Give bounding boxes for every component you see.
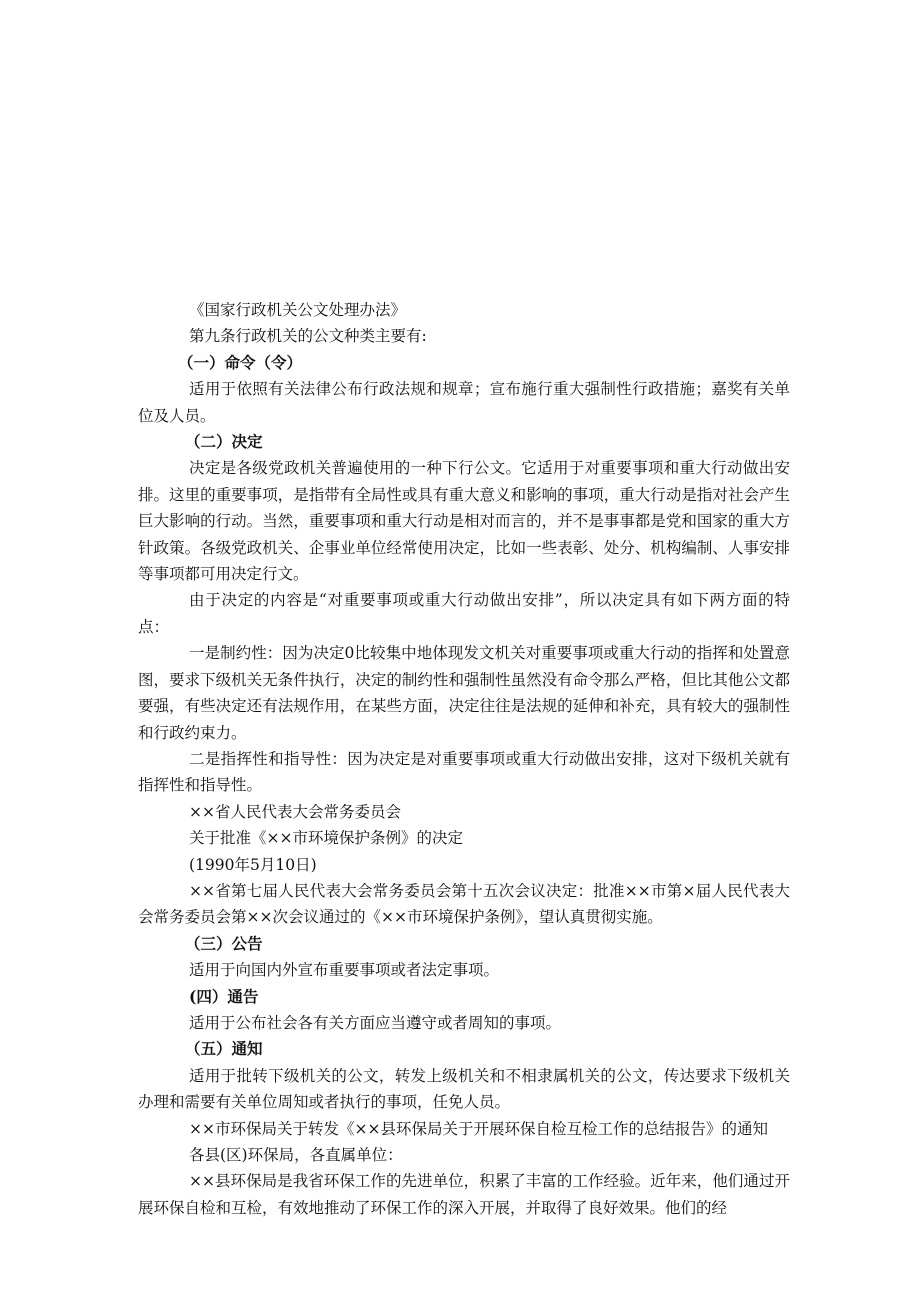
document-title: 《国家行政机关公文处理办法》 (189, 301, 407, 319)
article-heading: 第九条行政机关的公文种类主要有: (189, 327, 427, 346)
section-heading-order: （一）命令（令） (178, 352, 303, 372)
example-body: ××县环保局是我省环保工作的先进单位，积累了丰富的工作经验。近年来，他们通过开展环保自检和互检，有效地推动了环保工作的深入开展，并取得了良好效果。他们的经 (138, 1172, 790, 1217)
section-heading-circular: （五）通知 (185, 1039, 263, 1059)
paragraph: 适用于公布社会各有关方面应当遵守或者周知的事项。 (189, 1013, 562, 1032)
paragraph: 适用于向国内外宣布重要事项或者法定事项。 (189, 961, 500, 980)
example-date: (1990年5月10日) (189, 855, 317, 874)
paragraph: 适用于批转下级机关的公文，转发上级机关和不相隶属机关的公文，传达要求下级机关办理和需要有关单位周知或者执行的事项，任免人员。 (138, 1066, 790, 1112)
paragraph: 决定是各级党政机关普遍使用的一种下行公文。它适用于对重要事项和重大行动做出安排。这里的重要事项，是指带有全局性或具有重大意义和影响的事项，重大行动是指对社会产生巨大影响的行动。当然，重要事项和重大行动是相对而言的，并不是事事都是党和国家的重大方针政策。各级党政机关、企事业单位经常使用决定，比如一些表彰、处分、机构编制、人事安排等事项都可用决定行文。 (138, 459, 790, 584)
paragraph: 适用于依照有关法律公布行政法规和规章；宣布施行重大强制性行政措施；嘉奖有关单位及人员。 (138, 380, 790, 425)
example-issuing-organ: ××省人民代表大会常务委员会 (189, 802, 401, 821)
paragraph: 由于决定的内容是“对重要事项或重大行动做出安排”，所以决定具有如下两方面的特点： (138, 591, 790, 636)
example-salutation: 各县(区)环保局，各直属单位： (189, 1146, 403, 1164)
section-heading-notice: (四）通告 (189, 986, 259, 1006)
document-body (138, 297, 790, 1221)
example-body: ××省第七届人民代表大会常务委员会第十五次会议决定：批准××市第×届人民代表大会常务委员会第××次会议通过的《××市环境保护条例》，望认真贯彻实施。 (138, 881, 790, 927)
example-title: ××市环保局关于转发《××县环保局关于开展环保自检互检工作的总结报告》的通知 (189, 1119, 768, 1138)
example-title: 关于批准《××市环境保护条例》的决定 (189, 829, 463, 848)
section-heading-decision: （二）决定 (185, 432, 263, 452)
paragraph: 二是指挥性和指导性：因为决定是对重要事项或重大行动做出安排，这对下级机关就有指挥性和指导性。 (138, 749, 790, 795)
paragraph: 一是制约性：因为决定0比较集中地体现发文机关对重要事项或重大行动的指挥和处置意图，要求下级机关无条件执行，决定的制约性和强制性虽然没有命令那么严格，但比其他公文都要强，有些决定还有法规作用，在某些方面，决定往往是法规的延伸和补充，具有较大的强制性和行政约束力。 (138, 644, 790, 742)
section-heading-announcement: （三）公告 (185, 933, 263, 953)
